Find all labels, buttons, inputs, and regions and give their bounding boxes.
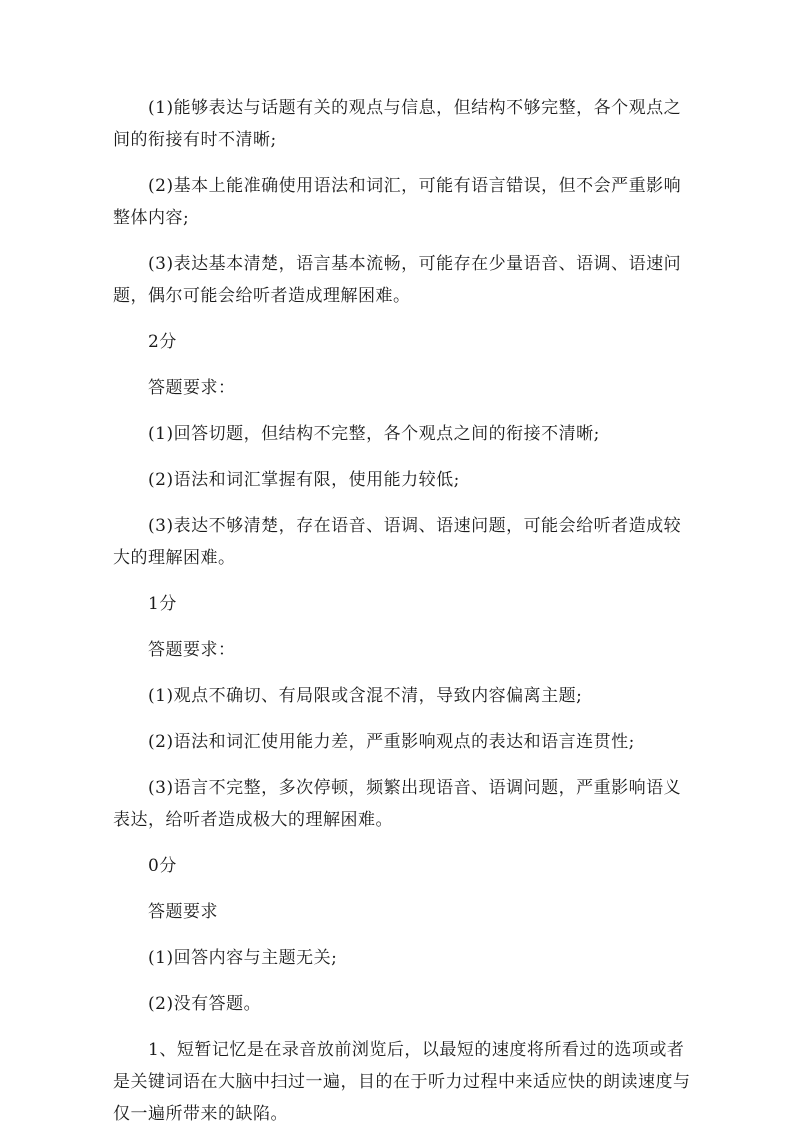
requirements-label: 答题要求：: [148, 640, 236, 660]
paragraph: (1)能够表达与话题有关的观点与信息，但结构不够完整，各个观点之间的衔接有时不清晰;: [113, 98, 682, 150]
paragraph: (2)没有答题。: [148, 994, 262, 1014]
paragraph: (3)表达基本清楚，语言基本流畅，可能存在少量语音、语调、语速问题，偶尔可能会给听者造成理解困难。: [113, 254, 682, 306]
paragraph: (2)基本上能准确使用语法和词汇，可能有语言错误，但不会严重影响整体内容;: [113, 176, 682, 228]
paragraph: (2)语法和词汇使用能力差，严重影响观点的表达和语言连贯性;: [148, 732, 635, 752]
requirements-label: 答题要求: [148, 902, 218, 922]
score-heading: 1分: [148, 594, 177, 614]
paragraph: (1)回答内容与主题无关;: [148, 948, 338, 968]
paragraph: (3)语言不完整，多次停顿，频繁出现语音、语调问题，严重影响语义表达，给听者造成极大的理解困难。: [113, 778, 682, 830]
score-heading: 0分: [148, 856, 177, 876]
document-body: [113, 92, 693, 1144]
paragraph: (3)表达不够清楚，存在语音、语调、语速问题，可能会给听者造成较大的理解困难。: [113, 516, 682, 568]
paragraph: (2)语法和词汇掌握有限，使用能力较低;: [148, 470, 460, 490]
paragraph: 1、短暂记忆是在录音放前浏览后，以最短的速度将所看过的选项或者是关键词语在大脑中扫过一遍，目的在于听力过程中来适应快的朗读速度与仅一遍所带来的缺陷。: [113, 1040, 691, 1124]
requirements-label: 答题要求：: [148, 378, 236, 398]
paragraph: (1)回答切题，但结构不完整，各个观点之间的衔接不清晰;: [148, 424, 600, 444]
paragraph: (1)观点不确切、有局限或含混不清，导致内容偏离主题;: [148, 686, 583, 706]
score-heading: 2分: [148, 332, 177, 352]
